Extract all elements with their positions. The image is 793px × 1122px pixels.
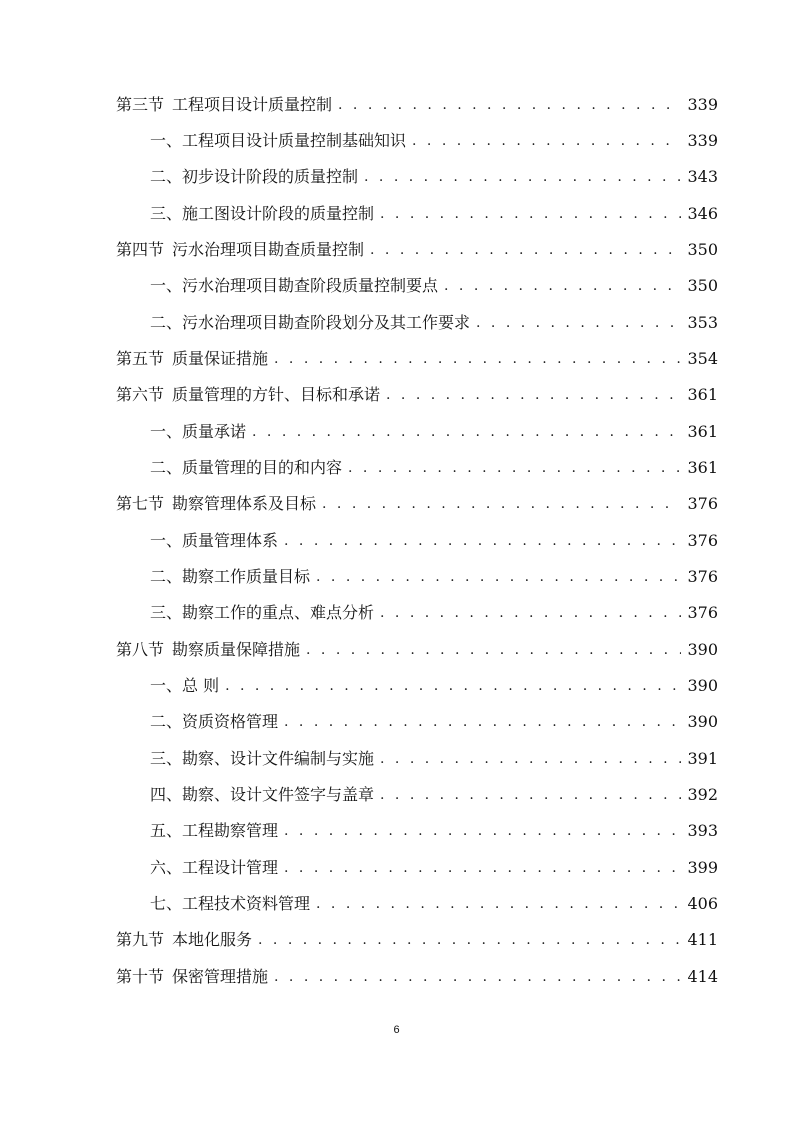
- dot-leader: [284, 529, 681, 553]
- toc-entry-page: 414: [687, 967, 718, 986]
- toc-entry-title: 二、初步设计阶段的质量控制: [150, 167, 359, 186]
- dot-leader: [412, 129, 681, 153]
- toc-entry-title: 一、总 则: [150, 676, 220, 695]
- toc-entry-page: 376: [687, 494, 718, 513]
- toc-entry[interactable]: [150, 565, 718, 589]
- toc-entry[interactable]: [150, 165, 718, 189]
- toc-entry-title: 五、工程勘察管理: [150, 821, 279, 840]
- toc-entry-title: 六、工程设计管理: [150, 858, 279, 877]
- toc-entry[interactable]: [116, 928, 718, 952]
- toc-entry[interactable]: [116, 492, 718, 516]
- toc-entry-page: 376: [687, 531, 718, 550]
- toc-entry[interactable]: [150, 747, 718, 771]
- toc-entry-title: 第三节 工程项目设计质量控制: [116, 95, 333, 114]
- dot-leader: [225, 674, 681, 698]
- page-number: 6: [393, 1024, 400, 1036]
- dot-leader: [284, 819, 681, 843]
- toc-entry-page: 361: [687, 422, 718, 441]
- dot-leader: [306, 638, 681, 662]
- toc-entry-page: 376: [687, 603, 718, 622]
- dot-leader: [274, 965, 681, 989]
- toc-entry-page: 346: [687, 204, 718, 223]
- toc-entry-title: 三、勘察工作的重点、难点分析: [150, 603, 375, 622]
- toc-entry-page: 390: [687, 712, 718, 731]
- toc-entry-page: 339: [687, 131, 718, 150]
- toc-entry-page: 406: [687, 894, 718, 913]
- toc-entry-title: 第七节 勘察管理体系及目标: [116, 494, 317, 513]
- toc-entry-title: 第六节 质量管理的方针、目标和承诺: [116, 385, 381, 404]
- toc-entry-title: 第十节 保密管理措施: [116, 967, 269, 986]
- toc-entry-page: 411: [687, 930, 718, 949]
- toc-entry-page: 353: [687, 313, 718, 332]
- dot-leader: [380, 601, 681, 625]
- toc-entry-title: 一、质量管理体系: [150, 531, 279, 550]
- toc-entry-title: 三、勘察、设计文件编制与实施: [150, 749, 375, 768]
- toc-entry-title: 四、勘察、设计文件签字与盖章: [150, 785, 375, 804]
- toc-entry-title: 二、污水治理项目勘查阶段划分及其工作要求: [150, 313, 471, 332]
- toc-entry[interactable]: [116, 383, 718, 407]
- toc-entry-title: 第八节 勘察质量保障措施: [116, 640, 301, 659]
- dot-leader: [476, 311, 681, 335]
- toc-entry[interactable]: [116, 638, 718, 662]
- dot-leader: [322, 492, 681, 516]
- dot-leader: [284, 856, 681, 880]
- dot-leader: [348, 456, 681, 480]
- toc-entry[interactable]: [150, 202, 718, 226]
- dot-leader: [284, 710, 681, 734]
- toc-entry-page: 393: [687, 821, 718, 840]
- toc-entry[interactable]: [150, 311, 718, 335]
- toc-entry[interactable]: [150, 710, 718, 734]
- toc-entry-page: 390: [687, 676, 718, 695]
- toc-entry[interactable]: [150, 601, 718, 625]
- toc-entry-title: 一、污水治理项目勘查阶段质量控制要点: [150, 276, 439, 295]
- dot-leader: [252, 420, 681, 444]
- toc-entry-title: 第四节 污水治理项目勘查质量控制: [116, 240, 365, 259]
- dot-leader: [380, 747, 681, 771]
- dot-leader: [274, 347, 681, 371]
- dot-leader: [370, 238, 681, 262]
- toc-entry-title: 第九节 本地化服务: [116, 930, 253, 949]
- toc-entry-title: 二、资质资格管理: [150, 712, 279, 731]
- toc-entry[interactable]: [150, 274, 718, 298]
- toc-entry[interactable]: [150, 129, 718, 153]
- toc-entry-page: 339: [687, 95, 718, 114]
- dot-leader: [258, 928, 681, 952]
- toc-entry-page: 391: [687, 749, 718, 768]
- toc-entry-page: 350: [687, 240, 718, 259]
- toc-entry-page: 361: [687, 458, 718, 477]
- toc-entry[interactable]: [150, 856, 718, 880]
- toc-entry-title: 七、工程技术资料管理: [150, 894, 311, 913]
- dot-leader: [338, 93, 681, 117]
- toc-entry[interactable]: [116, 93, 718, 117]
- toc-entry-title: 一、质量承诺: [150, 422, 247, 441]
- toc-entry[interactable]: [150, 420, 718, 444]
- toc-entry[interactable]: [150, 456, 718, 480]
- toc-entry[interactable]: [150, 674, 718, 698]
- toc-entry-page: 390: [687, 640, 718, 659]
- dot-leader: [364, 165, 681, 189]
- toc-entry-page: 350: [687, 276, 718, 295]
- toc-entry-title: 一、工程项目设计质量控制基础知识: [150, 131, 407, 150]
- toc-entry-page: 361: [687, 385, 718, 404]
- toc-entry-title: 二、勘察工作质量目标: [150, 567, 311, 586]
- toc-entry[interactable]: [116, 347, 718, 371]
- toc-entry[interactable]: [150, 819, 718, 843]
- toc-entry-page: 354: [687, 349, 718, 368]
- toc-entry[interactable]: [150, 783, 718, 807]
- toc-entry-title: 第五节 质量保证措施: [116, 349, 269, 368]
- toc-entry-page: 392: [687, 785, 718, 804]
- toc-entry[interactable]: [150, 529, 718, 553]
- dot-leader: [386, 383, 681, 407]
- toc-entry-page: 343: [687, 167, 718, 186]
- dot-leader: [380, 202, 681, 226]
- toc-entry-title: 三、施工图设计阶段的质量控制: [150, 204, 375, 223]
- toc-entry[interactable]: [116, 238, 718, 262]
- dot-leader: [444, 274, 681, 298]
- dot-leader: [316, 565, 681, 589]
- toc-entry-page: 376: [687, 567, 718, 586]
- toc-entry-page: 399: [687, 858, 718, 877]
- toc-entry-title: 二、质量管理的目的和内容: [150, 458, 343, 477]
- toc-entry[interactable]: [150, 892, 718, 916]
- dot-leader: [316, 892, 681, 916]
- dot-leader: [380, 783, 681, 807]
- toc-entry[interactable]: [116, 965, 718, 989]
